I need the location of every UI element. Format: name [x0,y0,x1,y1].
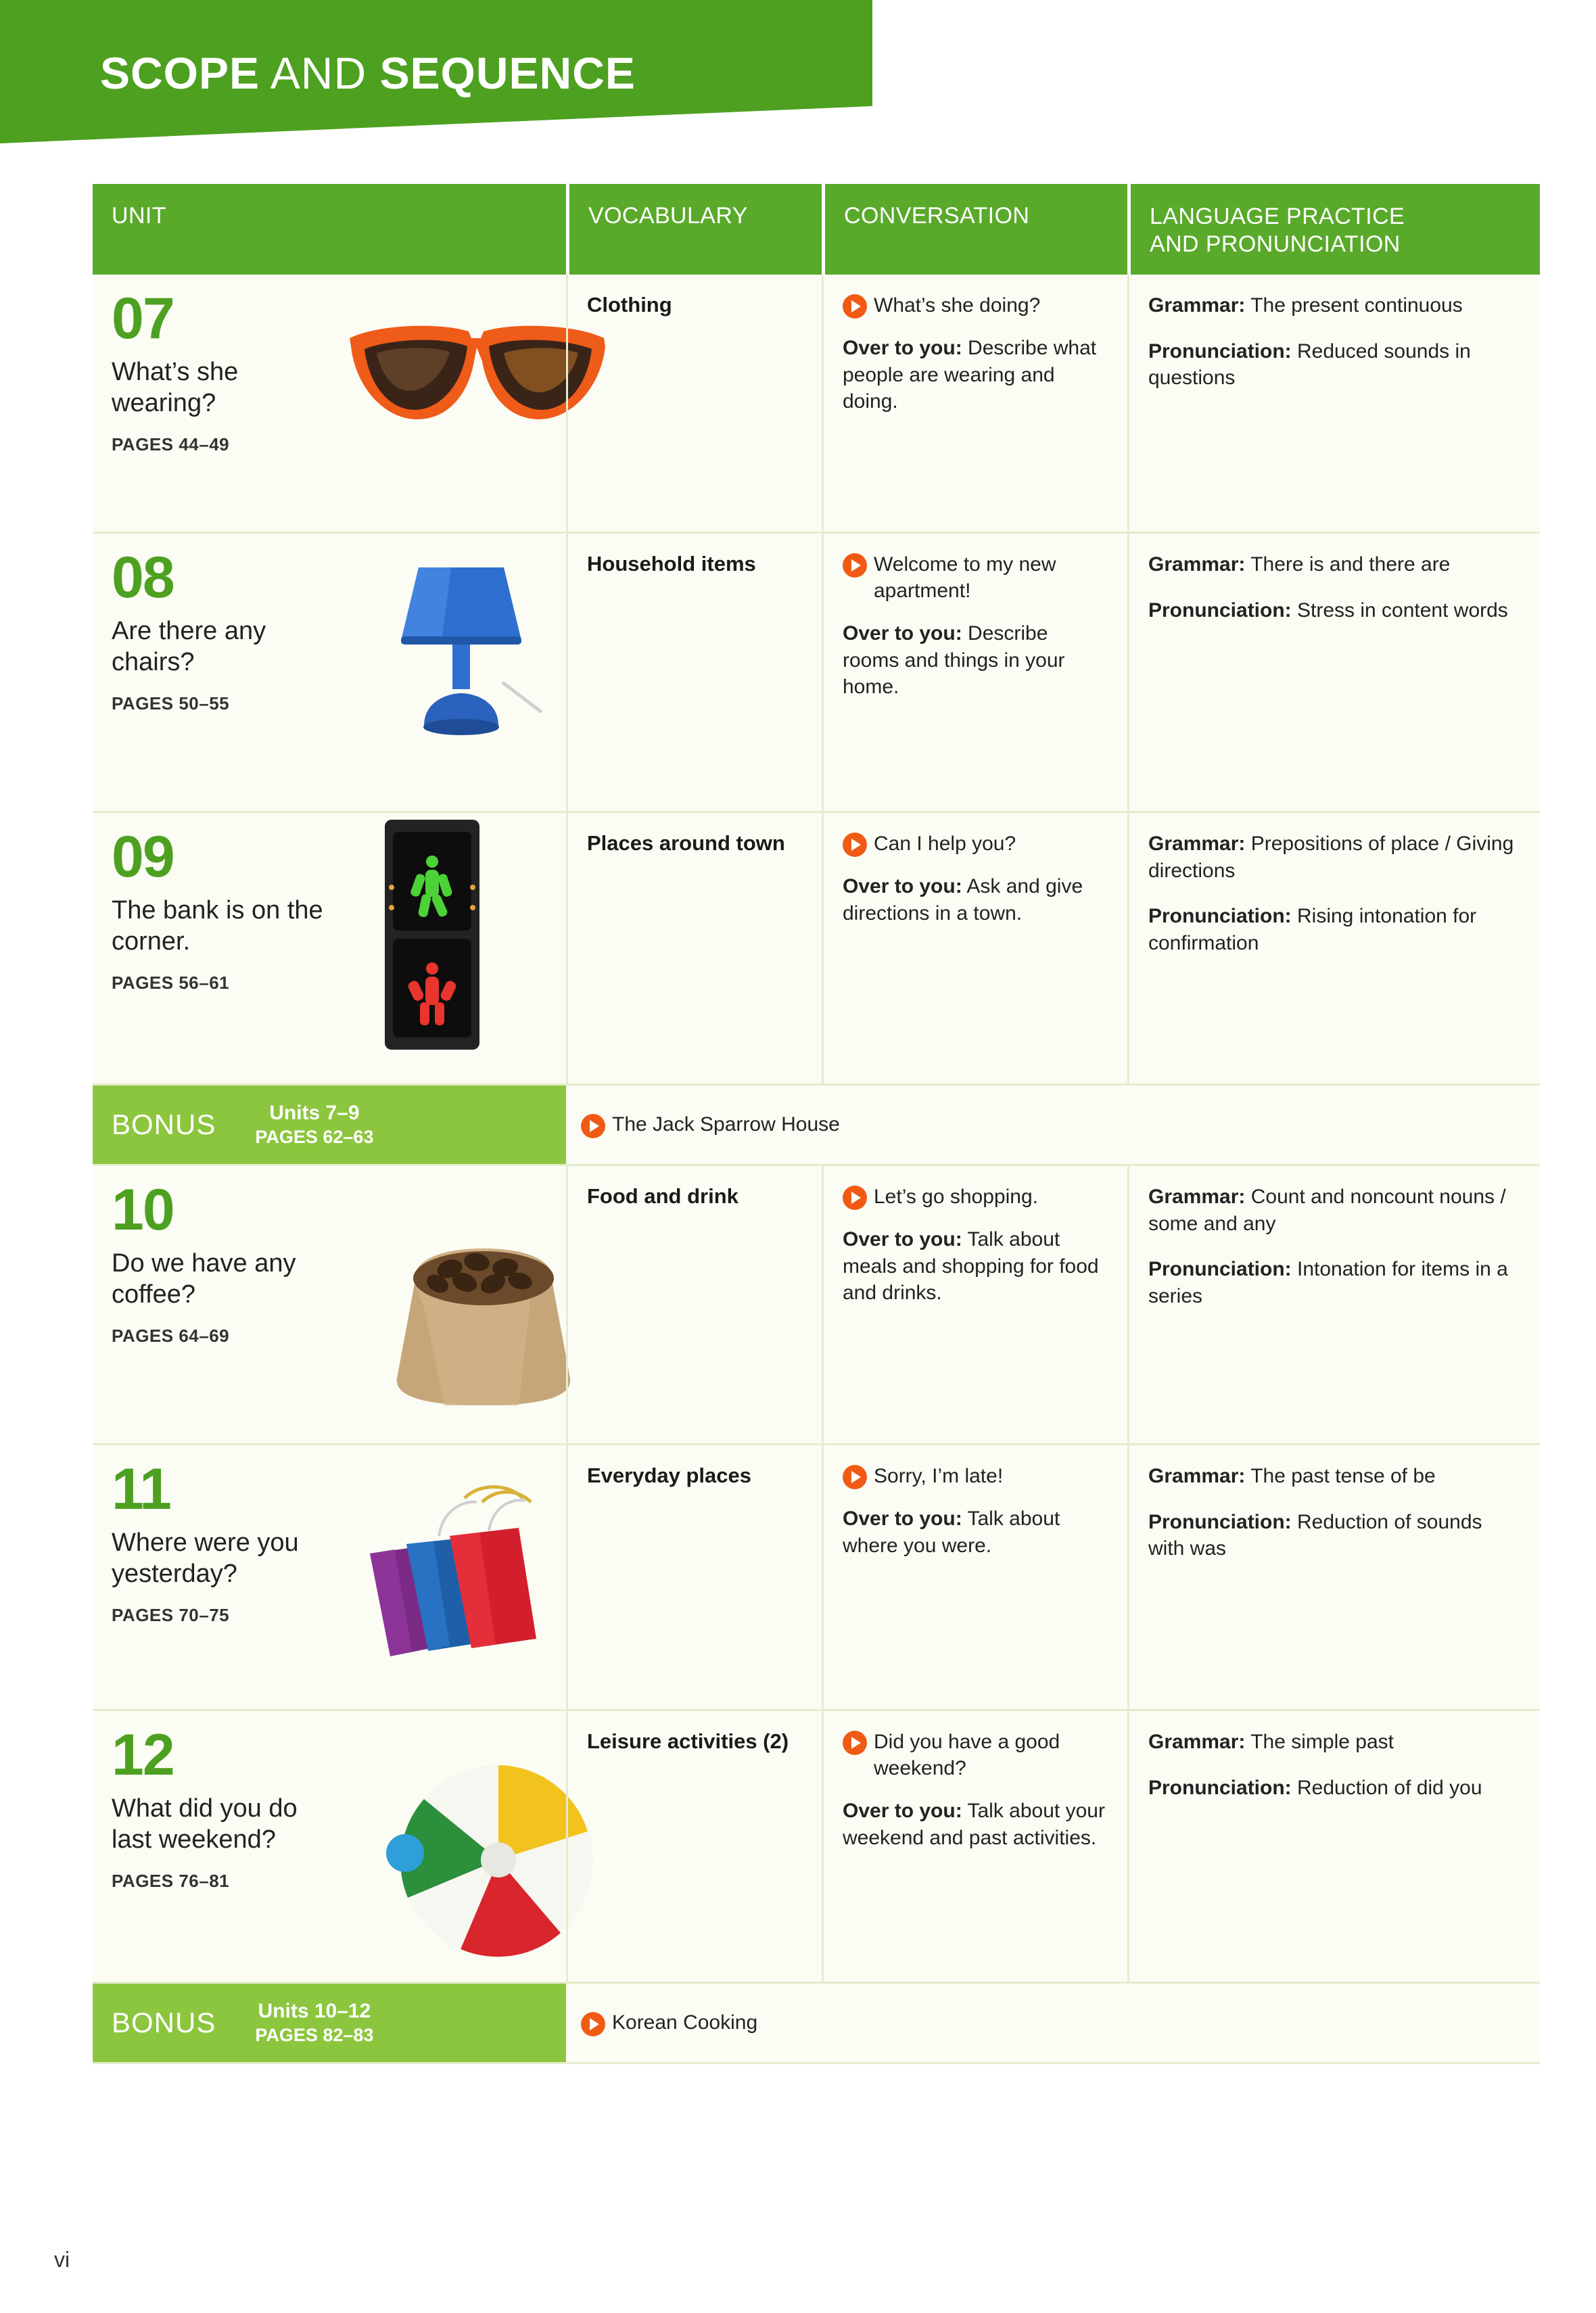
language-practice-cell [1127,1166,1540,1443]
unit-title: Are there any chairs? [112,617,266,677]
pronunciation-block [1148,338,1522,392]
conversation-title-row [843,1463,1110,1489]
grammar-text: Count and noncount nouns / some and any [1148,1186,1506,1235]
conversation-cell [822,275,1127,532]
over-to-you-text: Talk about your weekend and past activities. [843,1800,1105,1849]
bonus-pages: PAGES 62–63 [255,1126,374,1147]
grammar-block [1148,1184,1522,1237]
bonus-units: Units 7–9 [269,1102,360,1125]
bonus-tab [93,1085,566,1164]
grammar-block [1148,551,1522,578]
table-row [93,275,1540,534]
play-icon[interactable] [843,553,867,578]
bonus-label: BONUS [112,2007,216,2038]
grammar-text: There is and there are [1250,553,1451,576]
play-icon[interactable] [843,1731,867,1755]
conversation-title-row [843,292,1110,319]
vocabulary-label: Household items [587,552,756,576]
pronunciation-text: Rising intonation for confirmation [1148,905,1477,954]
page-title-word-scope: SCOPE [100,48,260,98]
unit-cell [93,813,566,1083]
unit-cell [93,1445,566,1709]
grammar-block [1148,292,1522,319]
over-to-you-text: Talk about meals and shopping for food and drinks. [843,1228,1099,1305]
vocabulary-cell [566,1166,822,1443]
grammar-text: The past tense of be [1250,1465,1436,1487]
conversation-title-row [843,831,1110,857]
vocabulary-label: Food and drink [587,1184,738,1208]
grammar-block [1148,1463,1522,1490]
conversation-title: Can I help you? [874,833,1016,855]
pronunciation-label: Pronunciation: [1148,340,1292,363]
conversation-title: Welcome to my new apartment! [874,553,1056,602]
grammar-text: The simple past [1250,1731,1394,1753]
pronunciation-block [1148,903,1522,956]
language-practice-cell [1127,534,1540,811]
table-row [93,1445,1540,1711]
bonus-content [566,1085,1540,1164]
bonus-content-label: Korean Cooking [612,2011,758,2034]
pronunciation-text: Intonation for items in a series [1148,1258,1508,1307]
unit-cell [93,534,566,811]
conversation-cell [822,1445,1127,1709]
play-icon[interactable] [843,1186,867,1210]
grammar-label: Grammar: [1148,1465,1246,1487]
table-row [93,813,1540,1085]
conversation-title: Did you have a good weekend? [874,1731,1060,1779]
column-header-vocabulary: VOCABULARY [566,184,822,275]
column-header-conversation: CONVERSATION [822,184,1127,275]
bonus-units: Units 10–12 [258,2000,371,2023]
over-to-you-text: Describe what people are wearing and doing. [843,337,1097,413]
scope-and-sequence-table [93,184,1540,2064]
pronunciation-label: Pronunciation: [1148,1258,1292,1281]
conversation-title: Let’s go shopping. [874,1186,1038,1208]
grammar-label: Grammar: [1148,1731,1246,1753]
over-to-you [843,1226,1110,1307]
bonus-pages: PAGES 82–83 [255,2024,374,2045]
over-to-you-label: Over to you: [843,1508,962,1530]
bonus-row [93,1085,1540,1166]
over-to-you-label: Over to you: [843,1228,962,1251]
unit-number: 09 [112,824,174,889]
bonus-meta [255,1100,373,1148]
play-icon[interactable] [843,1465,867,1489]
unit-number: 08 [112,545,174,610]
unit-cell [93,275,566,532]
conversation-title-row [843,1184,1110,1210]
unit-title: What did you do last weekend? [112,1794,298,1854]
bonus-content [566,1984,1540,2062]
pronunciation-text: Reduction of sounds with was [1148,1510,1482,1560]
grammar-label: Grammar: [1148,294,1246,317]
unit-title: What’s she wearing? [112,358,239,418]
unit-title: Do we have any coffee? [112,1249,296,1309]
over-to-you-text: Describe rooms and things in your home. [843,622,1065,699]
pronunciation-label: Pronunciation: [1148,599,1292,622]
column-header-language-line1: LANGUAGE PRACTICE [1150,204,1405,229]
table-row [93,534,1540,813]
column-header-language-practice [1127,184,1540,275]
vocabulary-cell [566,1711,822,1982]
unit-pages: PAGES 44–49 [112,434,230,454]
vocabulary-cell [566,534,822,811]
pronunciation-label: Pronunciation: [1148,1510,1292,1533]
vocabulary-label: Leisure activities (2) [587,1729,789,1753]
unit-pages: PAGES 56–61 [112,972,230,993]
over-to-you-text: Talk about where you were. [843,1508,1060,1557]
over-to-you-label: Over to you: [843,1800,962,1822]
unit-title: Where were you yesterday? [112,1528,299,1589]
bonus-meta [255,1999,373,2047]
over-to-you-label: Over to you: [843,337,962,359]
unit-pages: PAGES 64–69 [112,1325,230,1346]
play-icon[interactable] [843,294,867,319]
conversation-cell [822,534,1127,811]
conversation-title: What’s she doing? [874,294,1041,317]
pronunciation-text: Reduction of did you [1297,1776,1482,1799]
page-title-word-sequence: SEQUENCE [379,48,636,98]
vocabulary-cell [566,275,822,532]
play-icon[interactable] [581,2012,605,2036]
over-to-you-text: Ask and give directions in a town. [843,875,1083,925]
page-title [100,47,636,99]
unit-title: The bank is on the corner. [112,896,323,956]
grammar-label: Grammar: [1148,553,1246,576]
pronunciation-block [1148,1775,1522,1802]
language-practice-cell [1127,1445,1540,1709]
page-title-word-and: AND [270,48,367,98]
unit-pages: PAGES 50–55 [112,693,230,714]
conversation-title-row [843,551,1110,604]
table-row [93,1711,1540,1984]
column-header-language-line2: AND PRONUNCIATION [1150,231,1401,258]
grammar-text: The present continuous [1250,294,1463,317]
conversation-title-row [843,1729,1110,1781]
conversation-cell [822,1166,1127,1443]
table-header-row [93,184,1540,275]
vocabulary-label: Clothing [587,293,672,317]
over-to-you-label: Over to you: [843,875,962,897]
pronunciation-label: Pronunciation: [1148,905,1292,928]
unit-number: 10 [112,1177,174,1242]
over-to-you [843,873,1110,927]
bonus-row [93,1984,1540,2064]
conversation-title: Sorry, I’m late! [874,1465,1004,1487]
column-header-unit: UNIT [112,203,166,229]
grammar-label: Grammar: [1148,833,1246,855]
over-to-you-label: Over to you: [843,622,962,645]
language-practice-cell [1127,1711,1540,1982]
bonus-content-label: The Jack Sparrow House [612,1113,840,1136]
language-practice-cell [1127,813,1540,1083]
over-to-you [843,1505,1110,1559]
table-row [93,1166,1540,1445]
bonus-tab [93,1984,566,2062]
unit-pages: PAGES 76–81 [112,1870,230,1891]
over-to-you [843,335,1110,415]
bonus-label: BONUS [112,1108,216,1140]
coffee-sack-image [370,1213,600,1409]
unit-cell [93,1166,566,1443]
over-to-you [843,1798,1110,1851]
pronunciation-text: Reduced sounds in questions [1148,340,1471,390]
language-practice-cell [1127,275,1540,532]
unit-number: 07 [112,286,174,351]
play-icon[interactable] [843,833,867,857]
conversation-cell [822,813,1127,1083]
over-to-you [843,620,1110,701]
pronunciation-block [1148,1509,1522,1562]
pronunciation-block [1148,597,1522,624]
unit-number: 12 [112,1723,174,1788]
vocabulary-label: Everyday places [587,1464,752,1487]
play-icon[interactable] [581,1114,605,1138]
pronunciation-block [1148,1256,1522,1309]
grammar-text: Prepositions of place / Giving directions [1148,833,1514,882]
unit-pages: PAGES 70–75 [112,1604,230,1625]
pronunciation-label: Pronunciation: [1148,1776,1292,1799]
grammar-label: Grammar: [1148,1186,1246,1208]
vocabulary-label: Places around town [587,831,785,855]
pronunciation-text: Stress in content words [1297,599,1508,622]
page-number: vi [54,2247,70,2272]
conversation-cell [822,1711,1127,1982]
unit-number: 11 [112,1457,170,1522]
vocabulary-cell [566,813,822,1083]
vocabulary-cell [566,1445,822,1709]
unit-cell [93,1711,566,1982]
grammar-block [1148,1729,1522,1756]
grammar-block [1148,831,1522,884]
